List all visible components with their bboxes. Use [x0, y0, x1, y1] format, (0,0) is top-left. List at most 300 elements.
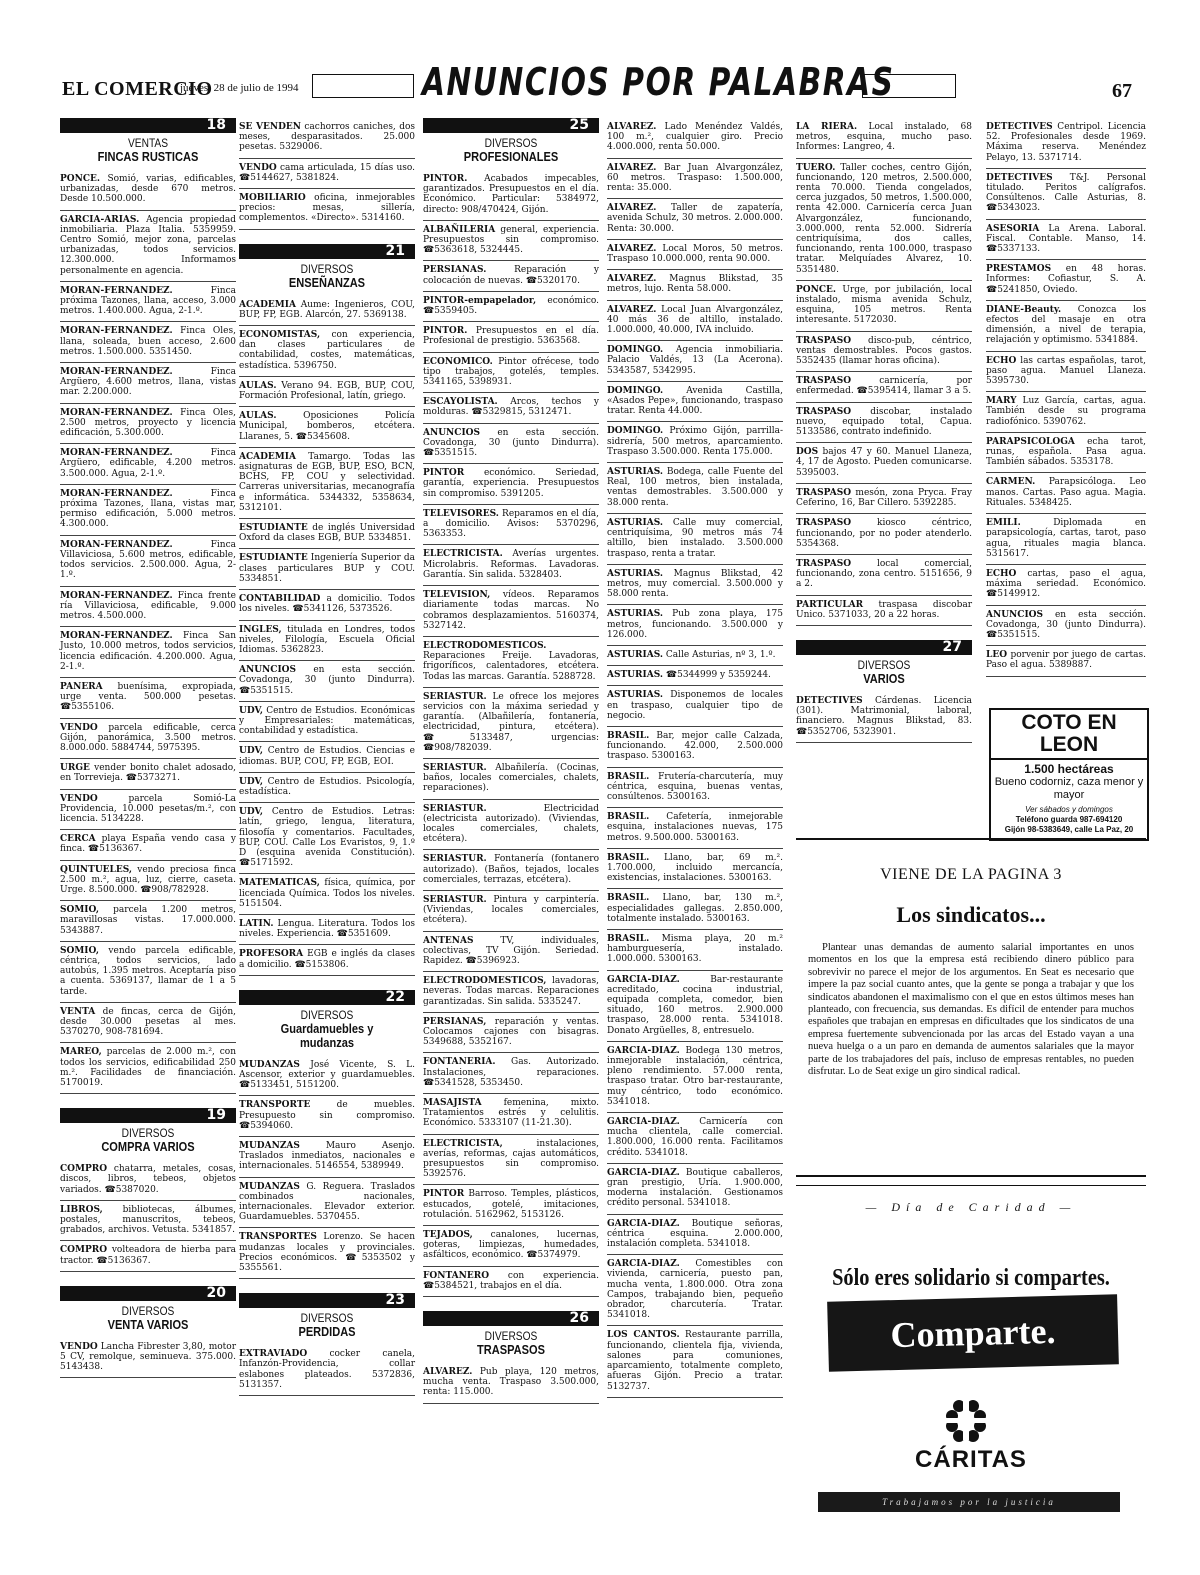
ad-text: Bar-restaurante acreditado, cocina industrial, equipada completa, comedor, bien situado, 160 metros. 2.900.000 traspaso, 28.000 renta. 5341018. Donato Argüelles, 8, entresuelo.: [607, 974, 783, 1036]
ad-lead-word: ALVAREZ.: [607, 122, 657, 132]
classified-ad: [239, 621, 415, 662]
ad-lead-word: ANUNCIOS: [239, 665, 296, 676]
classified-ad: [423, 424, 599, 465]
category-group: DIVERSOS: [300, 1007, 354, 1022]
ad-lead-word: SERIASTUR.: [423, 854, 487, 865]
ad-lead-word: BRASIL.: [607, 771, 650, 782]
classified-ad: [607, 605, 783, 646]
ad-text: buenísima, expropiada, urge venta. 500.000 pesetas. ☎5355106.: [60, 681, 236, 713]
ad-text: ☎5344999 y 5359244.: [663, 670, 771, 681]
category-number: 21: [239, 244, 415, 259]
ad-text: en esta sección. Covadonga, 30 (junto Dindurra). ☎5351515.: [239, 665, 415, 696]
classified-column-5: [796, 118, 972, 743]
coto-address: Gijón 98-5383649, calle La Paz, 20: [1004, 825, 1134, 834]
category-number: 23: [239, 1293, 415, 1308]
page-number: 67: [1112, 80, 1132, 102]
classified-ad: [239, 377, 415, 407]
ad-text: Cafetería, inmejorable esquina, instalaciones nuevas, 175 metros. 9.500.000. 5300163.: [607, 812, 783, 843]
ad-lead-word: ELECTRODOMESTICOS.: [423, 640, 547, 651]
classified-ad: [60, 719, 236, 760]
ad-lead-word: PONCE.: [60, 174, 100, 184]
classified-ad: [986, 118, 1146, 169]
ad-text: Lengua. Literatura. Todos los niveles. Experiencia. ☎5351609.: [239, 918, 415, 940]
ad-text: Urge, por jubilación, local instalado, misma avenida Schulz, esquina, 105 metros. Renta interesante. 5172030.: [796, 284, 972, 326]
ad-lead-word: DOS: [796, 447, 819, 458]
classified-ad: [607, 159, 783, 200]
classified-ad: [239, 1228, 415, 1279]
ad-text: vender bonito chalet adosado, en Torrevieja. ☎5373271.: [60, 763, 236, 784]
ad-text: con experiencia. ☎5384521, trabajos en el día.: [423, 1270, 599, 1291]
caritas-brand: CÁRITAS: [915, 1446, 1027, 1473]
ad-text: Finca Oles, 2.500 metros, proyecto y licencia edificación, 5.300.000.: [60, 407, 236, 439]
ad-lead-word: TRANSPORTES: [239, 1232, 317, 1243]
classified-ad: [423, 1053, 599, 1094]
category-subtitle: TRASPASOS: [477, 1342, 545, 1358]
ad-text: Calle muy comercial, centriquísima, 90 metros más 74 altillo, bien instalado. 3.500.000 traspaso, renta a tratar.: [607, 517, 783, 559]
ad-text: Llano, bar, 130 m.², especialidades gallegas. 2.850.000, totalmente instalado. 5300163.: [607, 893, 783, 924]
category-number: 19: [60, 1108, 236, 1123]
viene-title: Los sindicatos...: [896, 902, 1046, 927]
ad-text: Próximo Gijón, parrilla-sidrería, 500 metros, aparcamiento. Traspaso 3.500.000. Renta 175.000.: [607, 426, 783, 457]
ad-lead-word: ESCAYOLISTA.: [423, 397, 498, 408]
classified-ad: [423, 759, 599, 800]
ad-lead-word: ELECTRICISTA,: [423, 1138, 503, 1149]
classified-ad: [607, 1164, 783, 1215]
classified-ad: [423, 353, 599, 394]
ad-text: económico. Seriedad, garantía, experiencia. Presupuestos sin compromiso. 5391205.: [423, 468, 599, 499]
ad-text: echa tarot, runas, española. Pasa agua. También sábados. 5353178.: [986, 436, 1146, 468]
classified-ad: [796, 596, 972, 626]
classified-ad: [607, 1326, 783, 1397]
ad-lead-word: SERIASTUR.: [423, 894, 487, 905]
ad-lead-word: URGE: [60, 763, 90, 774]
ad-text: Aume: Ingenieros, COU, BUP, FP, EGB. Alarcón, 27. 5369138.: [239, 299, 415, 320]
category-title: [73, 1126, 223, 1154]
ad-text: Pintura y carpintería. (Viviendas, locales comerciales, etcétera).: [423, 894, 599, 926]
ad-text: Bodega, calle Fuente del Real, 100 metros, bien instalada, ventas demostrables. 3.500.000 y 38.000 renta.: [607, 467, 783, 508]
ad-lead-word: ECONOMISTAS,: [239, 330, 321, 341]
ad-lead-word: SERIASTUR.: [423, 762, 487, 773]
ad-text: Bodega 130 metros, inmejorable instalación, céntrica, pleno rendimiento. 57.000 renta, traspaso tratar. Otro bar-restaurante, muy céntrico, todo económico. 5341018.: [607, 1045, 783, 1107]
masthead: [62, 62, 1172, 110]
ad-text: en esta sección. Covadonga, 30 (junto Dindurra). ☎5351515.: [986, 609, 1146, 640]
ad-text: Centripol. Licencia 52. Profesionales desde 1969. Máxima reserva. Menéndez Pelayo, 13. 5371714.: [986, 122, 1146, 163]
category-number: 22: [239, 990, 415, 1005]
ad-lead-word: LOS CANTOS.: [607, 1330, 680, 1341]
category-gap: [60, 1094, 236, 1108]
ad-text: Verano 94. EGB, BUP, COU, Formación Profesional, latín, griego.: [239, 380, 415, 402]
classified-ad: [986, 606, 1146, 647]
classified-ad: [239, 661, 415, 702]
ad-lead-word: VENDO: [60, 722, 98, 733]
ad-lead-word: ASTURIAS.: [607, 690, 664, 701]
ad-lead-word: MORAN-FERNANDEZ.: [60, 539, 173, 550]
classified-ad: [60, 1201, 236, 1242]
ad-text: Le ofrece los mejores servicios con la máxima seriedad y garantía. (Albañilería, fontanería, electricidad, pintura, etcétera). ☎5133487, urgencias: ☎908/782039.: [423, 691, 599, 753]
caritas-cross-icon: [942, 1396, 990, 1444]
classified-ad: [423, 688, 599, 759]
classified-ad: [423, 464, 599, 505]
section-title: ANUNCIOS POR PALABRAS: [422, 60, 895, 104]
ad-text: Pub playa, 120 metros, mucha venta. Traspaso 3.500.000, renta: 115.000.: [423, 1367, 599, 1398]
ad-lead-word: GARCIA-DIAZ.: [607, 1045, 680, 1056]
ad-text: Electricidad (electricista autorizado). (Viviendas, locales comerciales, chalets, etcétera).: [423, 803, 599, 845]
ad-text: Mauro Asenjo. Traslados inmediatos, nacionales e internacionales. 5146554, 5389949.: [239, 1141, 415, 1172]
ad-text: Diplomada en parapsicología, cartas, tarot, paso agua, rituales magia blanca. 5315617.: [986, 518, 1146, 559]
ad-lead-word: DOMINGO.: [607, 426, 664, 437]
ad-lead-word: DETECTIVES: [986, 172, 1053, 183]
ad-lead-word: MORAN-FERNANDEZ.: [60, 367, 173, 378]
ad-lead-word: ALVAREZ.: [607, 162, 657, 173]
ad-lead-word: MORAN-FERNANDEZ.: [60, 488, 173, 499]
ad-lead-word: FONTANERIA.: [423, 1057, 496, 1068]
ad-lead-word: VENDO: [60, 793, 98, 804]
classified-ad: [60, 1043, 236, 1094]
category-subtitle: Guardamuebles y mudanzas: [280, 1020, 374, 1050]
ad-text: Reparación y colocación de nuevas. ☎5320170.: [423, 265, 599, 286]
classified-ad: [607, 565, 783, 606]
classified-ad: [607, 270, 783, 300]
ad-lead-word: PANERA: [60, 681, 103, 692]
category-subtitle: VENTA VARIOS: [107, 1316, 189, 1332]
ad-text: Boutique señoras, céntrica esquina. 2.000.000, instalación completa. 5341018.: [607, 1218, 783, 1250]
ad-text: traspasa discobar Unico. 5371033, 20 a 22 horas.: [796, 599, 972, 620]
category-subtitle: PERDIDAS: [298, 1324, 356, 1340]
classified-column-4: [607, 118, 783, 1398]
classified-ad: [607, 341, 783, 382]
ad-text: T&J. Personal titulado. Peritos calígrafos. Consúltenos. Calle Asturias, 8. ☎5343023.: [986, 172, 1146, 214]
ad-lead-word: LEO: [986, 650, 1008, 661]
classified-ad: [607, 422, 783, 463]
ad-lead-word: SE VENDEN: [239, 122, 301, 132]
ad-text: Reparaciones Freije. Lavadoras, frigoríficos, calentadores, etcétera. Todas las marcas. Garantía. 5288728.: [423, 651, 599, 682]
classified-ad: [796, 514, 972, 555]
classified-ad: [423, 1363, 599, 1404]
classified-ad: [986, 301, 1146, 352]
ad-lead-word: ASTURIAS.: [607, 670, 664, 681]
category-gap: [239, 1279, 415, 1293]
ad-lead-word: PINTOR: [423, 468, 465, 479]
ad-text: Taller de zapatería, avenida Schulz, 30 metros. 2.000.000. Renta: 30.000.: [607, 203, 783, 234]
ad-lead-word: SOMIO,: [60, 945, 99, 956]
ad-text: en 48 horas. Informes: Cofiastur, S. A. ☎5241850, Oviedo.: [986, 264, 1146, 295]
ad-text: en esta sección. Covadonga, 30 (junto Dindurra). ☎5351515.: [423, 427, 599, 459]
ad-text: de muebles. Presupuesto sin compromiso. ☎5394060.: [239, 1100, 415, 1131]
ad-text: Misma playa, 20 m.² hamburguesería, instalado. 1.000.000. 5300163.: [607, 933, 783, 965]
ad-text: Oposiciones Policía Municipal, bomberos, etcétera. Llaranes, 5. ☎5345608.: [239, 411, 415, 442]
ad-lead-word: PERSIANAS,: [423, 1016, 487, 1027]
category-number: 20: [60, 1286, 236, 1301]
classified-ad: [60, 485, 236, 536]
classified-ad: [423, 261, 599, 291]
ad-text: Centro de Estudios. Ciencias e idiomas. BUP, COU, FP, EGB, EOI.: [239, 746, 415, 767]
ad-text: Calle Asturias, nº 3, 1.º.: [663, 649, 776, 660]
ad-lead-word: TELEVISION,: [423, 590, 491, 601]
classified-ad: [423, 1185, 599, 1226]
classified-ad: [239, 118, 415, 159]
category-group: DIVERSOS: [484, 1329, 538, 1344]
ad-lead-word: MORAN-FERNANDEZ.: [60, 407, 173, 418]
ad-lead-word: DOMINGO.: [607, 385, 664, 396]
classified-ad: [796, 443, 972, 484]
classified-ad: [607, 646, 783, 666]
ad-lead-word: PINTOR.: [423, 326, 468, 337]
ad-text: Llano, bar, 69 m.². 1.700.000, incluido mercancía, existencias, instalaciones. 5300163.: [607, 852, 783, 884]
ad-lead-word: INGLES,: [239, 624, 282, 635]
classified-ad: [796, 281, 972, 332]
ad-text: Pintor ofrécese, todo tipo trabajos, gotelés, temples. 5341165, 5398931.: [423, 356, 599, 388]
classified-ad: [60, 942, 236, 1003]
ad-lead-word: CARMEN.: [986, 477, 1036, 488]
ad-text: Averías urgentes. Microlabris. Reformas. Lavadoras. Garantía. Sin salida. 5328403.: [423, 549, 599, 580]
coto-species: Bueno codorniz, caza menor y mayor: [994, 776, 1144, 801]
classified-ad: [796, 692, 972, 743]
ad-text: Local instalado, 68 metros, esquina, mucho paso. Informes: Langreo, 4.: [796, 122, 972, 153]
classified-ad: [796, 159, 972, 281]
category-group: DIVERSOS: [121, 1126, 175, 1141]
category-subtitle: PROFESIONALES: [463, 149, 559, 164]
ad-lead-word: ELECTRICISTA.: [423, 549, 503, 560]
ad-text: Disponemos de locales en traspaso, cualquier tipo de negocio.: [607, 690, 783, 721]
ad-lead-word: PRESTAMOS: [986, 264, 1052, 275]
ad-lead-word: QUINTUELES,: [60, 864, 133, 875]
classified-ad: [60, 170, 236, 211]
ad-text: Pub zona playa, 175 metros, funcionando. 3.500.000 y 126.000.: [607, 609, 783, 640]
category-group: DIVERSOS: [300, 261, 354, 276]
ad-lead-word: GARCIA-DIAZ.: [607, 1167, 680, 1178]
ad-text: Bar Juan Alvargonzález, 60 metros. Traspaso: 1.500.000, renta: 35.000.: [607, 162, 783, 194]
classified-ad: [607, 808, 783, 849]
ad-lead-word: ALVAREZ.: [423, 1367, 473, 1378]
ad-text: discobar, instalado nuevo, equipado total, Capua. 5133586, contrato indefinido.: [796, 406, 972, 438]
ad-text: femenina, mixto. Tratamientos estrés y celulitis. Económico. 5333107 (11-21.30).: [423, 1098, 599, 1129]
ad-text: Avenida Castilla, «Asados Pepe», funcionando, traspaso tratar. Renta 44.000.: [607, 385, 783, 417]
category-title: [809, 658, 959, 686]
ad-text: Finca Argüero, edificable, 4.200 metros. 3.500.000. Agua, 2-1.º.: [60, 448, 236, 479]
ad-lead-word: ECONOMICO.: [423, 356, 493, 367]
classified-ad: [986, 473, 1146, 514]
ad-text: bibliotecas, álbumes, postales, manuscritos, tebeos, grabados, archivos. Vetusta. 5341857.: [60, 1204, 236, 1236]
classified-ad: [796, 555, 972, 596]
classified-ad: [239, 702, 415, 743]
ad-lead-word: ALVAREZ.: [607, 304, 657, 315]
category-title: [252, 1008, 402, 1050]
ad-lead-word: EXTRAVIADO: [239, 1349, 308, 1360]
classified-ad: [423, 170, 599, 221]
classified-column-2: [239, 118, 415, 1396]
ad-lead-word: MUDANZAS: [239, 1181, 300, 1192]
ad-lead-word: ASTURIAS.: [607, 467, 664, 478]
ad-text: económico. ☎5359405.: [423, 295, 599, 317]
ad-lead-word: MARY: [986, 396, 1017, 407]
ad-text: parcela edificable, cerca Gijón, panorámica, 3.500 metros. 8.000.000. 5884744, 5975395.: [60, 722, 236, 753]
ad-lead-word: MAREO,: [60, 1047, 102, 1058]
classified-ad: [796, 403, 972, 444]
ad-text: Magnus Blikstad, 42 metros, muy comercial. 3.500.000 y 58.000 renta.: [607, 568, 783, 600]
ad-lead-word: PROFESORA: [239, 949, 304, 960]
classified-ad: [239, 874, 415, 915]
ad-text: cama articulada, 15 días uso. ☎5144627, 5381824.: [239, 162, 415, 183]
category-title: [436, 136, 586, 164]
ad-lead-word: CERCA: [60, 834, 96, 845]
ad-text: Centro de Estudios. Psicología, estadística.: [239, 776, 415, 797]
category-subtitle: FINCAS RUSTICAS: [97, 149, 199, 164]
category-group: DIVERSOS: [484, 136, 538, 150]
ad-lead-word: UDV,: [239, 776, 264, 787]
classified-ad: [60, 282, 236, 323]
category-title: [436, 1329, 586, 1357]
ad-lead-word: EMILI.: [986, 518, 1021, 529]
ad-lead-word: ASTURIAS.: [607, 517, 664, 528]
ad-lead-word: DETECTIVES: [986, 122, 1053, 132]
ad-lead-word: ACADEMIA: [239, 299, 296, 310]
classified-column-1: [60, 118, 236, 1378]
classified-ad: [423, 1226, 599, 1267]
classified-ad: [239, 590, 415, 620]
ad-lead-word: TRASPASO: [796, 335, 852, 346]
classified-ad: [607, 240, 783, 270]
classified-column-3: [423, 118, 599, 1404]
section-divider: [796, 1185, 1146, 1186]
classified-ad: [796, 332, 972, 373]
ad-lead-word: ASTURIAS.: [607, 609, 664, 620]
ad-text: Magnus Blikstad, 35 metros, lujo. Renta 58.000.: [607, 274, 783, 295]
classified-ad: [607, 382, 783, 423]
ad-lead-word: UDV,: [239, 705, 264, 716]
ad-text: general, experiencia. Presupuestos sin compromiso. ☎5363618, 5324445.: [423, 224, 599, 256]
ad-text: Comestibles con vivienda, carnicería, puesto pan, mucha venta, 1.800.000. Otra zona Campos, trabajando bien, pequeño obrador, charcutería. Tratar. 5341018.: [607, 1259, 783, 1321]
classified-ad: [239, 1345, 415, 1396]
classified-ad: [423, 1267, 599, 1297]
ad-lead-word: TEJADOS,: [423, 1230, 473, 1241]
ad-lead-word: PARAPSICOLOGA: [986, 436, 1075, 447]
classified-ad: [60, 536, 236, 587]
ad-lead-word: AULAS.: [239, 380, 277, 391]
ad-lead-word: ANUNCIOS: [986, 609, 1043, 620]
ad-text: EGB e inglés da clases a domicilio. ☎5153806.: [239, 949, 415, 970]
classified-ad: [239, 326, 415, 377]
ad-lead-word: COMPRO: [60, 1245, 108, 1256]
classified-ad: [239, 519, 415, 549]
classified-ad: [986, 514, 1146, 565]
classified-ad: [607, 889, 783, 930]
classified-ad: [60, 830, 236, 860]
category-subtitle: ENSEÑANZAS: [288, 274, 366, 290]
ad-lead-word: MUDANZAS: [239, 1059, 300, 1070]
classified-ad: [60, 678, 236, 719]
ad-lead-word: MOBILIARIO: [239, 193, 306, 204]
ad-lead-word: DIANE-Beauty.: [986, 304, 1062, 315]
ad-lead-word: ECHO: [986, 355, 1017, 366]
header-rule-right: [862, 74, 956, 98]
ad-lead-word: PARTICULAR: [796, 599, 864, 610]
ad-text: física, química, por licenciada Química. Todos los niveles. 5151504.: [239, 878, 415, 909]
ad-text: local comercial, funcionando, zona centro. 5151656, 9 a 2.: [796, 558, 972, 590]
ad-lead-word: BRASIL.: [607, 730, 650, 741]
ad-text: playa España vendo casa y finca. ☎5136367.: [60, 834, 236, 855]
classified-ad: [607, 727, 783, 768]
viene-body: Plantear unas demandas de aumento salarial importantes en unos momentos en los que la empresa está recibiendo dinero público para sobrevivir no parece el mejor de los argumentos. En Seat es necesario que impere la paz social cuanto antes, que la gente se ponga a trabajar y que los sindicatos abandonen el maximalismo con el que en estos últimos meses han planteado, con frecuencia, sus demandas. Es difícil de entender para muchos españoles que trabajan en empresas en dificultades que los sindicatos de una empresa fuertemente subvencionada por las arcas del Estado vayan a una nueva huelga o a un paro en demanda de aumentos salariales que la mayor parte de los trabajadores del país, incluso de empresas rentables, no pueden disfrutar. Lo de Seat exige un giro sindical radical.: [808, 942, 1134, 1078]
dia-de-caridad: — Día de Caridad —: [865, 1200, 1077, 1214]
classified-ad: [423, 800, 599, 851]
category-gap: [423, 1297, 599, 1311]
ad-text: Boutique caballeros, gran prestigio, Uría. 1.900.000, moderna instalación. Gestionamos crédito personal. 5341018.: [607, 1167, 783, 1209]
paper-name: EL COMERCIO: [62, 78, 213, 100]
classified-ad: [60, 1003, 236, 1044]
ad-text: Finca Oles, llana, soleada, buen acceso, 2.600 metros. 1.500.000. 5351450.: [60, 326, 236, 357]
ad-text: a domicilio. Todos los niveles. ☎5341126, 5373526.: [239, 594, 415, 615]
ad-lead-word: TRASPASO: [796, 558, 852, 569]
classified-ad: [986, 169, 1146, 220]
classified-ad: [60, 1241, 236, 1271]
ad-lead-word: GARCIA-DIAZ.: [607, 1259, 680, 1270]
ad-lead-word: PINTOR: [423, 1189, 465, 1200]
classified-ad: [607, 768, 783, 809]
ad-lead-word: MORAN-FERNANDEZ.: [60, 285, 173, 296]
ad-lead-word: LIBROS,: [60, 1204, 103, 1215]
classified-ad: [423, 586, 599, 637]
ad-text: Ingeniería Superior da clases particulares BUP y COU. 5334851.: [239, 553, 415, 584]
classified-column-6: [986, 118, 1146, 677]
comparte-banner: Comparte.: [827, 1294, 1119, 1372]
ad-lead-word: ASESORIA: [986, 223, 1040, 234]
ad-lead-word: VENTA: [60, 1006, 96, 1017]
ad-lead-word: ANUNCIOS: [423, 427, 480, 438]
ad-text: cocker canela, Infanzón-Providencia, collar eslabones plateados. 5372836, 5131357.: [239, 1349, 415, 1390]
classified-ad: [986, 352, 1146, 393]
ad-text: volteadora de hierba para tractor. ☎5136367.: [60, 1245, 236, 1266]
category-title: [73, 136, 223, 164]
ad-lead-word: PINTOR-empapelador,: [423, 295, 537, 306]
caritas-slogan: Trabajamos por la justicia: [818, 1492, 1120, 1512]
ad-lead-word: TRASPASO: [796, 406, 852, 417]
ad-lead-word: PONCE.: [796, 284, 836, 295]
coto-en-leon-ad: [989, 708, 1149, 841]
ad-text: Somió, varias, edificables, urbanizadas, desde 670 metros. Desde 10.500.000.: [60, 174, 236, 205]
ad-lead-word: COMPRO: [60, 1164, 108, 1175]
classified-ad: [239, 1178, 415, 1229]
category-group: VENTAS: [127, 136, 169, 150]
classified-ad: [60, 444, 236, 485]
ad-lead-word: TRASPASO: [796, 518, 852, 529]
classified-ad: [239, 1096, 415, 1137]
classified-ad: [239, 1137, 415, 1178]
classified-ad: [239, 189, 415, 230]
ad-text: Frutería-charcutería, muy céntrica, esquina, buenas ventas, consúltenos. 5300163.: [607, 771, 783, 802]
classified-ad: [796, 118, 972, 159]
ad-lead-word: PERSIANAS.: [423, 265, 487, 276]
classified-ad: [423, 221, 599, 262]
ad-text: Lado Menéndez Valdés, 100 m.², cualquier giro. Precio 4.000.000, renta 50.000.: [607, 122, 783, 153]
ad-text: bajos 47 y 60. Manuel Llaneza, 4, 17 de Agosto. Pueden comunicarse. 5395003.: [796, 447, 972, 478]
ad-lead-word: GARCIA-DIAZ.: [607, 1117, 680, 1128]
ad-text: Local Moros, 50 metros. Traspaso 10.000.000, renta 90.000.: [607, 243, 783, 265]
classified-ad: [60, 1160, 236, 1201]
category-group: DIVERSOS: [121, 1303, 175, 1318]
ad-lead-word: TRASPASO: [796, 376, 852, 387]
ad-lead-word: MATEMATICAS,: [239, 878, 320, 889]
ad-lead-word: BRASIL.: [607, 933, 650, 944]
coto-phone: Teléfono guarda 987-694120: [1015, 815, 1123, 824]
ad-text: porvenir por juego de cartas. Paso el agua. 5389887.: [986, 650, 1146, 671]
ad-text: parcela 1.200 metros, maravillosas vistas. 17.000.000. 5343887.: [60, 905, 236, 936]
ad-lead-word: DETECTIVES: [796, 695, 863, 706]
classified-ad: [986, 433, 1146, 474]
ad-text: Finca frente ría Villaviciosa, edificable, 9.000 metros. 4.500.000.: [60, 590, 236, 621]
classified-ad: [239, 773, 415, 803]
classified-ad: [607, 1215, 783, 1256]
classified-ad: [423, 850, 599, 891]
